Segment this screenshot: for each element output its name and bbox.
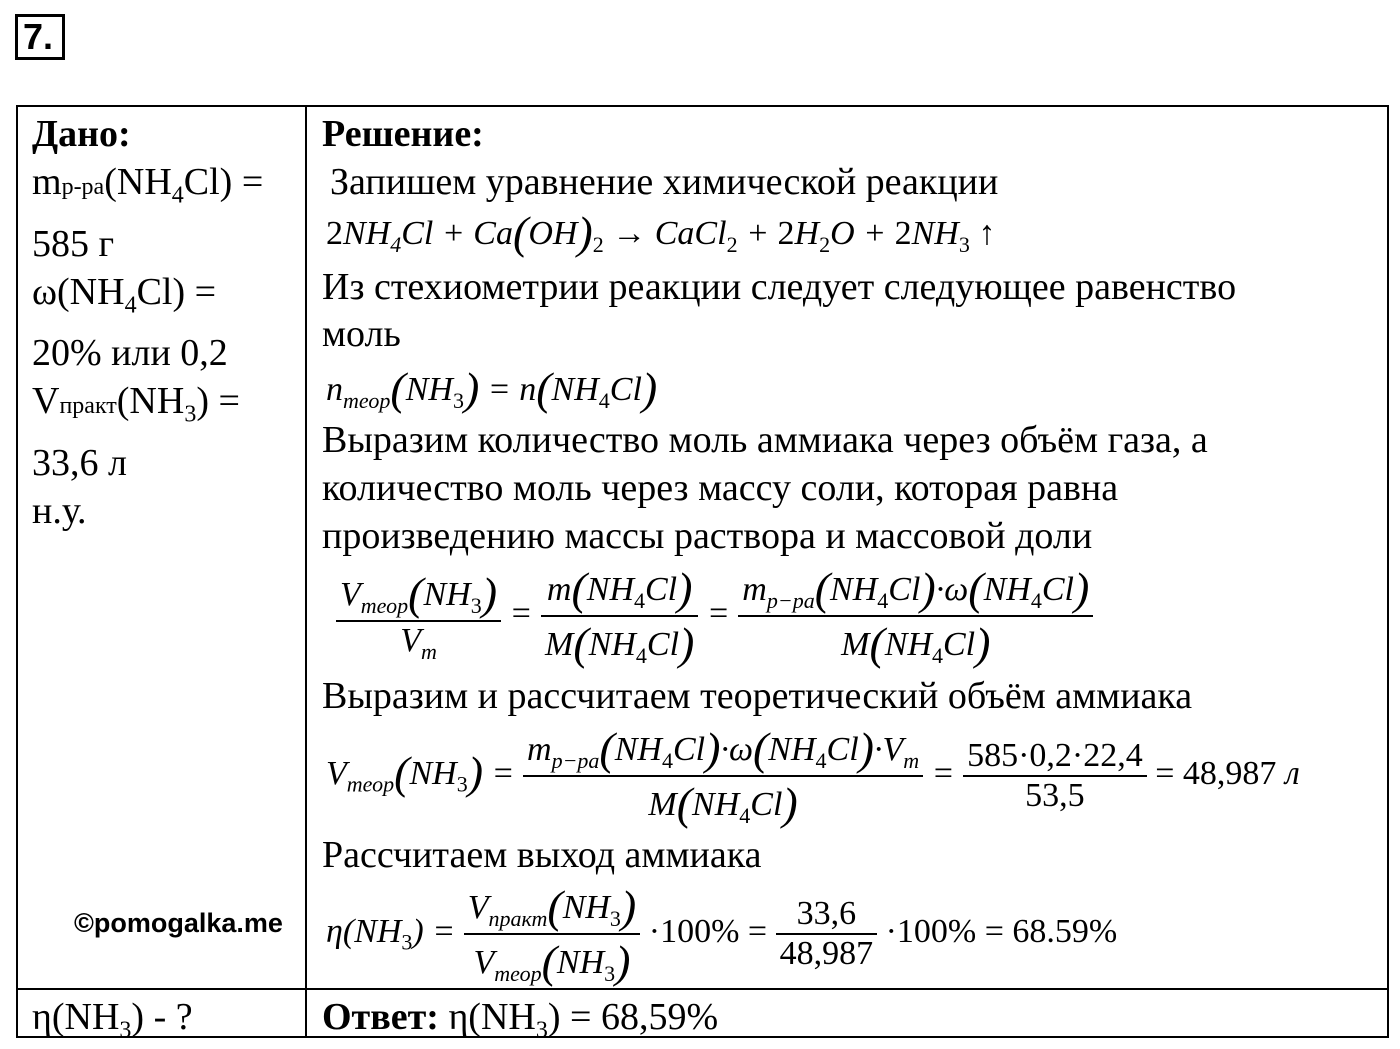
problem-number: 7. — [15, 14, 65, 60]
mass-subscript: р-ра — [61, 174, 105, 200]
given-mass-value: 585 г — [32, 222, 115, 265]
given-fraction-value: 20% или 0,2 — [32, 332, 228, 375]
solution-line-5: количество моль через массу соли, которая равна — [322, 467, 1119, 509]
solution-line-7: Выразим и рассчитаем теоретический объём аммиака — [322, 675, 1193, 717]
given-conditions: н.у. — [32, 489, 87, 532]
given-title: Дано: — [32, 113, 131, 155]
yield-denominator: 48,987 — [779, 935, 874, 972]
answer: Ответ: $\eta(NH_3) = 68,59\%$ — [322, 996, 719, 1044]
volume-calculation: $V_{теор}(NH_3)$ = $\frac{m_{р-ра}(NH_4Cl)\cdot\omega(NH_4Cl)\cdot V_m}{M(NH_4Cl)}$ = $\frac{585\cdot 0,2\cdot 22,4}{53,5}$ = 48,987 л — [326, 723, 1300, 829]
solution-line-3: моль — [322, 313, 401, 355]
find-quantity: $\eta(NH_3)$ - ? — [32, 996, 193, 1044]
solution-title: Решение: — [322, 113, 484, 155]
calc-result: = 48,987 — [1155, 754, 1277, 792]
answer-label: Ответ: — [322, 996, 439, 1038]
given-volume-value: 33,6 л — [32, 441, 127, 484]
calc-numerator: 585·0,2·22,4 — [963, 737, 1147, 777]
reaction-equation: $2NH_4Cl + Ca(OH)_2$ → CaCl$_2$ + $2H_2O + 2NH_3$ ↑ — [326, 207, 996, 258]
solution-line-1: Запишем уравнение химической реакции — [330, 161, 999, 203]
row-divider — [16, 988, 1389, 990]
given-mass: $mр-ра(NH_4Cl)$ = — [32, 161, 264, 209]
given-column — [32, 110, 302, 535]
column-divider — [305, 105, 307, 1038]
given-volume: $Vпракт(NH_3)$ = — [32, 380, 240, 428]
solution-line-4: Выразим количество моль аммиака через объём газа, а — [322, 419, 1208, 461]
calc-denominator: 53,5 — [1025, 777, 1085, 814]
yield-calculation: $\eta(NH_3)$ = $\frac{V_{практ}(NH_3)}{V_{теор}(NH_3)}$ ·100% = $\frac{33,6}{48,987}$ ·100% = 68.59% — [326, 881, 1118, 987]
calc-unit: л — [1284, 754, 1300, 792]
given-fraction: $\omega(NH_4Cl)$ = — [32, 270, 217, 319]
solution-line-8: Рассчитаем выход аммиака — [322, 834, 762, 876]
yield-result: ·100% = 68.59% — [885, 912, 1118, 950]
proportion-equation: $\frac{V_{теор}(NH_3)}{V_m}$ = $\frac{m(NH_4Cl)}{M(NH_4Cl)}$ = $\frac{m_{р-ра}(NH_4Cl)\cdot\omega(NH_4Cl)}{M(NH_4Cl)}$ — [336, 562, 1093, 670]
mole-equality: $n_{теор}(NH_3) = n(NH_4Cl)$ — [326, 363, 658, 414]
solution-line-6: произведению массы раствора и массовой доли — [322, 515, 1093, 557]
solution-line-2: Из стехиометрии реакции следует следующее равенство — [322, 266, 1237, 308]
yield-numerator: 33,6 — [776, 895, 878, 935]
watermark: ©pomogalka.me — [74, 908, 283, 938]
